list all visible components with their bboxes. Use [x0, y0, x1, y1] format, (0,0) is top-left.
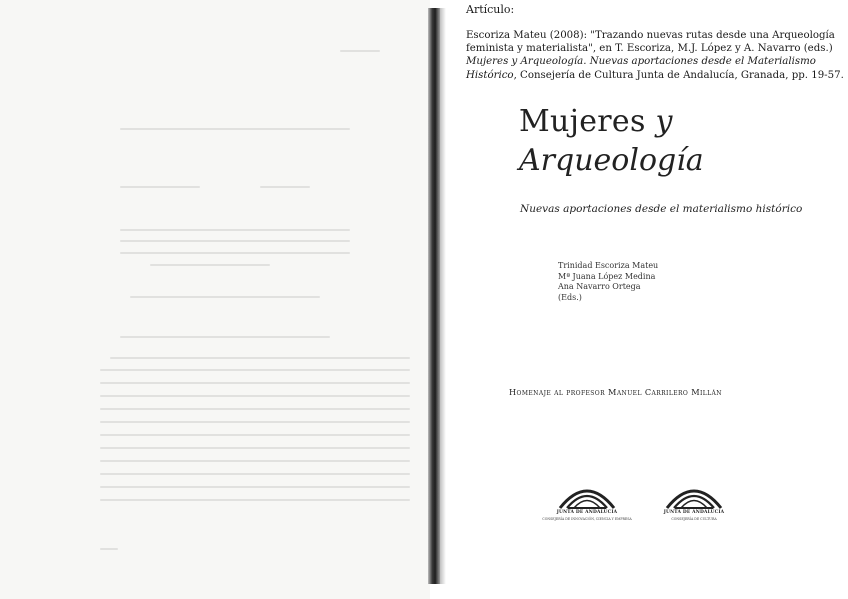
- book-subtitle: Nuevas aportaciones desde el materialismo histórico: [520, 203, 803, 215]
- logo-2-subtitle: CONSEJERÍA DE CULTURA: [671, 517, 717, 521]
- editors-list: [558, 261, 658, 303]
- book-spine: [428, 8, 440, 584]
- arch-emblem-icon: [659, 478, 729, 512]
- editors-label: (Eds.): [558, 292, 582, 302]
- arch-emblem-icon: [552, 478, 622, 512]
- tribute-line: Homenaje al profesor Manuel Carrilero Millán: [509, 387, 722, 397]
- book-title-line-1: [519, 104, 673, 139]
- editor-name: Mª Juana López Medina: [558, 271, 656, 281]
- citation-book-title: Mujeres y Arqueología. Nuevas aportaciones desde el Materialismo Histórico: [466, 56, 816, 81]
- book-title-line-2: Arqueología: [519, 143, 704, 178]
- citation-part-3: , Consejería de Cultura Junta de Andalucía, Granada, pp. 19-57.: [513, 69, 844, 81]
- logo-2-name: JUNTA DE ANDALUCIA: [663, 510, 725, 515]
- editor-name: Ana Navarro Ortega: [558, 282, 641, 292]
- article-heading: Artículo:: [466, 3, 515, 16]
- book-title-word-1: Mujeres: [519, 104, 646, 139]
- citation-text: [466, 29, 846, 82]
- book-title-word-2: y: [655, 104, 673, 139]
- logo-1-name: JUNTA DE ANDALUCIA: [556, 510, 618, 515]
- logo-1-subtitle: CONSEJERÍA DE INNOVACIÓN, CIENCIA Y EMPRESA: [542, 517, 632, 521]
- editor-name: Trinidad Escoriza Mateu: [558, 261, 659, 270]
- citation-part-1: Escoriza Mateu (2008): "Trazando nuevas rutas desde una Arqueología feminista y materialista", en T. Escoriza, M.J. López y A. Navarro (eds.): [466, 30, 835, 55]
